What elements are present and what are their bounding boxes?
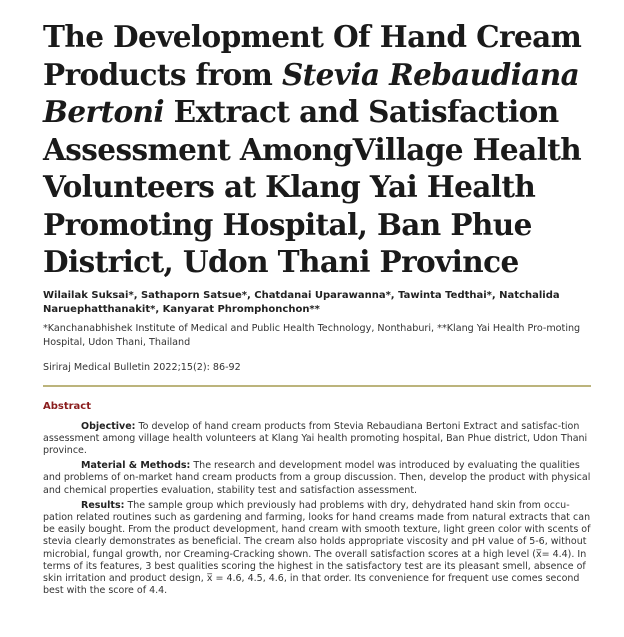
methods-text: The research and development model was introduced by evaluating the qualities and problems of on-market hand cream products from a group discussion. Then, develop the product with physical and chemical properties evaluation, stability test and satisfaction assessment. (43, 460, 591, 496)
author-list: Wilailak Suksai*, Sathaporn Satsue*, Chatdanai Uparawanna*, Tawinta Tedthai*, Natchalida Naruephatthanakit*, Kanyarat Phromphonchon** (43, 289, 560, 315)
objective-text: To develop of hand cream products from Stevia Rebaudiana Bertoni Extract and satisfac-tion assessment among village health volunteers at Klang Yai health promoting hospital, Ban Phue district, Udon Thani province. (43, 420, 588, 456)
abstract-methods (43, 460, 591, 497)
title-part-2: Extract and Satisfaction Assessment AmongVillage Health Volunteers at Klang Yai Health Promoting Hospital, Ban Phue District, Udon Thani Province (43, 94, 582, 279)
journal-citation: Siriraj Medical Bulletin 2022;15(2): 86-92 (43, 361, 241, 373)
title-species-name: Stevia Rebaudiana Bertoni (43, 56, 580, 129)
title-part-1: The Development Of Hand Cream Products from (43, 19, 582, 92)
objective-label: Objective: (81, 420, 136, 432)
results-text: The sample group which previously had problems with dry, dehydrated hand skin from occu-pation related routines such as gardening and farming, looks for hand creams made from natural extracts that can be easily bought. From the product development, hand cream with smooth texture, light green color with scents of stevia clearly demonstrates as beneficial. The cream also holds appropriate viscosity and pH value of 5-6, without microbial, fungal growth, nor Creaming-Cracking shown. The overall satisfaction scores at a high level (x̅= 4.4). In terms of its features, 3 best qualities scoring the highest in the satisfactory test are its pleasant smell, absence of skin irritation and product design, x̅ = 4.6, 4.5, 4.6, in that order. Its convenience for frequent use comes second best with the score of 4.4. (43, 499, 591, 597)
affiliations: *Kanchanabhishek Institute of Medical and Public Health Technology, Nonthaburi, **Klang Yai Health Pro-moting Hospital, Udon Thani, Thailand (43, 322, 581, 348)
article-title (43, 18, 591, 281)
abstract-body (43, 421, 591, 598)
section-divider (43, 385, 591, 387)
article-first-page (43, 18, 591, 600)
abstract-objective (43, 421, 591, 458)
methods-label: Material & Methods: (81, 460, 191, 472)
results-label: Results: (81, 499, 125, 511)
abstract-results (43, 500, 591, 598)
abstract-heading: Abstract (43, 400, 92, 412)
